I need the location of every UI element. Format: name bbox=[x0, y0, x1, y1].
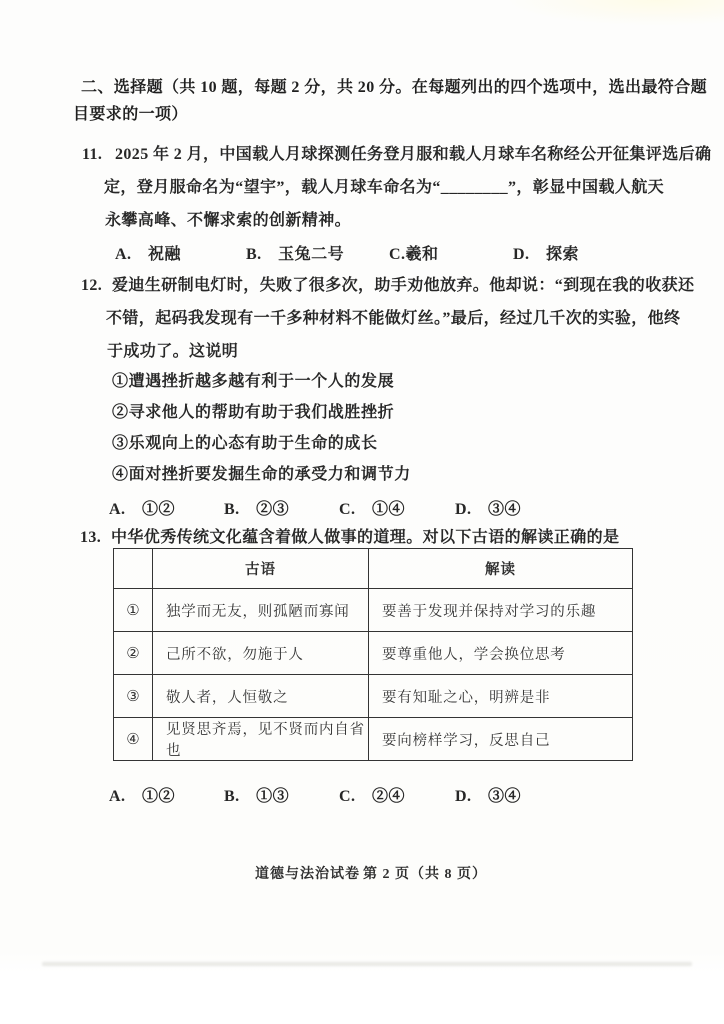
row3-saying: 敬人者，人恒敬之 bbox=[153, 675, 369, 718]
section-header-line2: 目要求的一项） bbox=[73, 106, 188, 123]
q12-line3: 于成功了。这说明 bbox=[107, 343, 239, 360]
row1-index: ① bbox=[114, 589, 153, 632]
table-header-saying: 古语 bbox=[153, 549, 369, 589]
q11-line3: 永攀高峰、不懈求索的创新精神。 bbox=[105, 212, 352, 229]
q13-ancient-sayings-table bbox=[113, 548, 633, 761]
q11-option-d: D. 探索 bbox=[513, 246, 580, 263]
row3-index: ③ bbox=[114, 675, 153, 718]
table-row bbox=[114, 632, 633, 675]
q13-option-d: D. ③④ bbox=[455, 788, 522, 805]
q12-subitem-3: ③乐观向上的心态有助于生命的成长 bbox=[112, 435, 378, 452]
row4-saying: 见贤思齐焉，见不贤而内自省也 bbox=[153, 718, 369, 761]
table-row bbox=[114, 718, 633, 761]
row4-index: ④ bbox=[114, 718, 153, 761]
q13-options-row bbox=[0, 783, 724, 807]
q12-option-d: D. ③④ bbox=[455, 501, 522, 518]
q12-subitem-2: ②寻求他人的帮助有助于我们战胜挫折 bbox=[112, 404, 395, 421]
row2-saying: 己所不欲，勿施于人 bbox=[153, 632, 369, 675]
q11-options-row bbox=[0, 241, 724, 265]
q11-option-b: B. 玉兔二号 bbox=[246, 246, 345, 263]
row2-interpretation: 要尊重他人，学会换位思考 bbox=[369, 632, 633, 675]
q13-option-c: C. ②④ bbox=[339, 788, 406, 805]
row4-interpretation: 要向榜样学习，反思自己 bbox=[369, 718, 633, 761]
q12-option-c: C. ①④ bbox=[339, 501, 406, 518]
q12-subitem-1: ①遭遇挫折越多越有利于一个人的发展 bbox=[112, 373, 395, 390]
scan-tint-artifact bbox=[504, 0, 724, 26]
q13-number: 13. bbox=[80, 529, 102, 546]
table-row bbox=[114, 675, 633, 718]
row1-saying: 独学而无友，则孤陋而寡闻 bbox=[153, 589, 369, 632]
row2-index: ② bbox=[114, 632, 153, 675]
q12-subitem-4: ④面对挫折要发掘生命的承受力和调节力 bbox=[112, 466, 411, 483]
q12-option-b: B. ②③ bbox=[224, 501, 290, 518]
q11-number: 11. bbox=[82, 146, 103, 163]
table-row bbox=[114, 589, 633, 632]
table-header-row bbox=[114, 549, 633, 589]
paper-bottom-edge bbox=[42, 962, 692, 966]
footer-page-number: 第 2 页（共 8 页） bbox=[363, 867, 487, 882]
q11-line1: 2025 年 2 月，中国载人月球探测任务登月服和载人月球车名称经公开征集评选后确 bbox=[115, 146, 712, 163]
page-footer bbox=[0, 863, 724, 883]
q12-option-a: A. ①② bbox=[109, 501, 176, 518]
q12-options-row bbox=[0, 496, 724, 520]
q12-line2: 不错，起码我发现有一千多种材料不能做灯丝。”最后，经过几千次的实验，他终 bbox=[106, 310, 681, 327]
row3-interpretation: 要有知耻之心，明辨是非 bbox=[369, 675, 633, 718]
q11-line2: 定，登月服命名为“望宇”，载人月球车命名为“________”，彰显中国载人航天 bbox=[104, 179, 665, 196]
q13-line1: 中华优秀传统文化蕴含着做人做事的道理。对以下古语的解读正确的是 bbox=[111, 529, 620, 546]
row1-interpretation: 要善于发现并保持对学习的乐趣 bbox=[369, 589, 633, 632]
q11-option-a: A. 祝融 bbox=[115, 246, 182, 263]
footer-exam-title: 道德与法治试卷 bbox=[255, 867, 360, 882]
q11-option-c: C.羲和 bbox=[389, 246, 439, 263]
q13-option-b: B. ①③ bbox=[224, 788, 290, 805]
q12-line1: 爱迪生研制电灯时，失败了很多次，助手劝他放弃。他却说：“到现在我的收获还 bbox=[112, 277, 695, 294]
section-header-line1: 二、选择题（共 10 题，每题 2 分，共 20 分。在每题列出的四个选项中，选出最符合题 bbox=[81, 79, 708, 96]
table-header-index bbox=[114, 549, 153, 589]
table-header-interpretation: 解读 bbox=[369, 549, 633, 589]
q13-option-a: A. ①② bbox=[109, 788, 176, 805]
q12-number: 12. bbox=[81, 277, 103, 294]
